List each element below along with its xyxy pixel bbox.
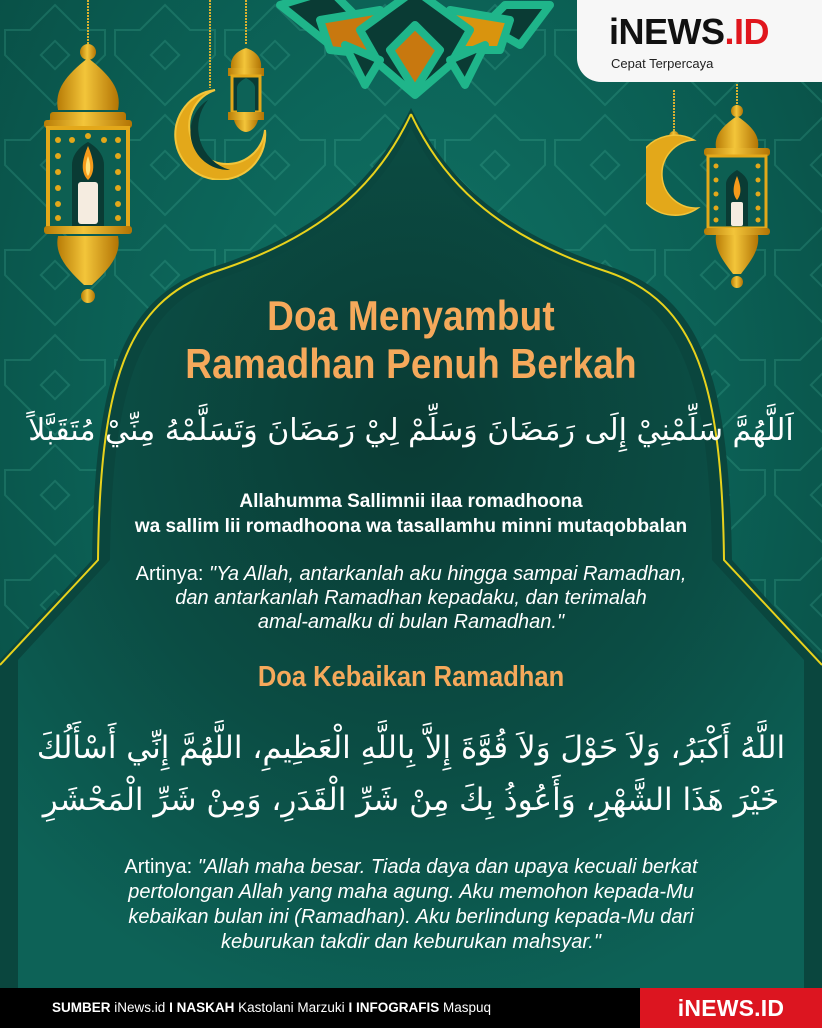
- latin-transliteration-1: [0, 489, 822, 539]
- separator: I: [348, 1000, 353, 1015]
- source-label: SUMBER: [52, 1000, 111, 1015]
- arabic-prayer-1: اَللَّهُمَّ سَلِّمْنِيْ إِلَى رَمَضَانَ وَسَلِّمْ لِيْ رَمَضَانَ وَتَسَلَّمْهُ مِنِّيْ مُتَقَبَّلاً: [28, 413, 794, 448]
- script-label: NASKAH: [176, 1000, 235, 1015]
- meaning-1: [60, 562, 762, 634]
- logo-main-text: NEWS: [618, 11, 725, 52]
- arabic-line-1: اللَّهُ أَكْبَرُ، وَلاَ حَوْلَ وَلاَ قُوَّةَ إِلاَّ بِاللَّهِ الْعَظِيمِ، اللَّهُمَّ إِنِّي أَسْأَلُكَ: [36, 730, 786, 766]
- meaning-line: "Allah maha besar. Tiada daya dan upaya kecuali berkat: [197, 856, 698, 878]
- graphic-value: Maspuq: [442, 1000, 492, 1015]
- logo-tagline: Cepat Terpercaya: [611, 56, 714, 71]
- meaning-label: Artinya:: [135, 563, 209, 585]
- inews-logo[interactable]: [609, 11, 822, 52]
- latin-line-2: wa sallim lii romadhoona wa tasallamhu minni mutaqobbalan: [134, 516, 688, 537]
- script-value: Kastolani Marzuki: [238, 1000, 345, 1015]
- arabic-prayer-2: [0, 722, 822, 826]
- main-title-line-1: Doa Menyambut: [267, 292, 555, 339]
- meaning-line: pertolongan Allah yang maha agung. Aku memohon kepada-Mu: [128, 881, 694, 903]
- hanging-lantern-icon: [702, 84, 772, 294]
- crescent-moon-icon: [646, 90, 706, 220]
- islamic-star-ornament-icon: [270, 0, 560, 105]
- logo-prefix: i: [609, 11, 619, 52]
- meaning-line: "Ya Allah, antarkanlah aku hingga sampai Ramadhan,: [208, 563, 687, 585]
- source-value[interactable]: iNews.id: [114, 1000, 166, 1015]
- meaning-line: dan antarkanlah Ramadhan kepadaku, dan terimalah: [175, 587, 647, 609]
- arabic-line-2: خَيْرَ هَذَا الشَّهْرِ، وَأَعُوذُ بِكَ مِنْ شَرِّ الْقَدَرِ، وَمِنْ شَرِّ الْمَحْشَرِ: [42, 782, 780, 818]
- latin-line-1: Allahumma Sallimnii ilaa romadhoona: [239, 491, 583, 512]
- separator: I: [169, 1000, 173, 1015]
- meaning-line: kebaikan bulan ini (Ramadhan). Aku berlindung kepada-Mu dari: [128, 906, 694, 928]
- hanging-lantern-icon: [36, 0, 140, 310]
- footer-credits: [52, 988, 491, 1028]
- footer-brand-logo[interactable]: iNEWS.ID: [640, 988, 822, 1028]
- hanging-lantern-icon: [226, 0, 266, 135]
- graphic-label: INFOGRAFIS: [355, 1000, 440, 1015]
- logo-suffix: .ID: [724, 11, 770, 52]
- meaning-2: [50, 855, 772, 955]
- section-title-doa-kebaikan: Doa Kebaikan Ramadhan: [257, 661, 565, 693]
- footer-bar: [0, 988, 822, 1028]
- meaning-line: amal-amalku di bulan Ramadhan.": [257, 611, 565, 633]
- meaning-line: keburukan takdir dan keburukan mahsyar.": [221, 931, 601, 953]
- inews-logo-card: [577, 0, 822, 82]
- meaning-label: Artinya:: [124, 856, 198, 878]
- main-title-line-2: Ramadhan Penuh Berkah: [185, 340, 637, 387]
